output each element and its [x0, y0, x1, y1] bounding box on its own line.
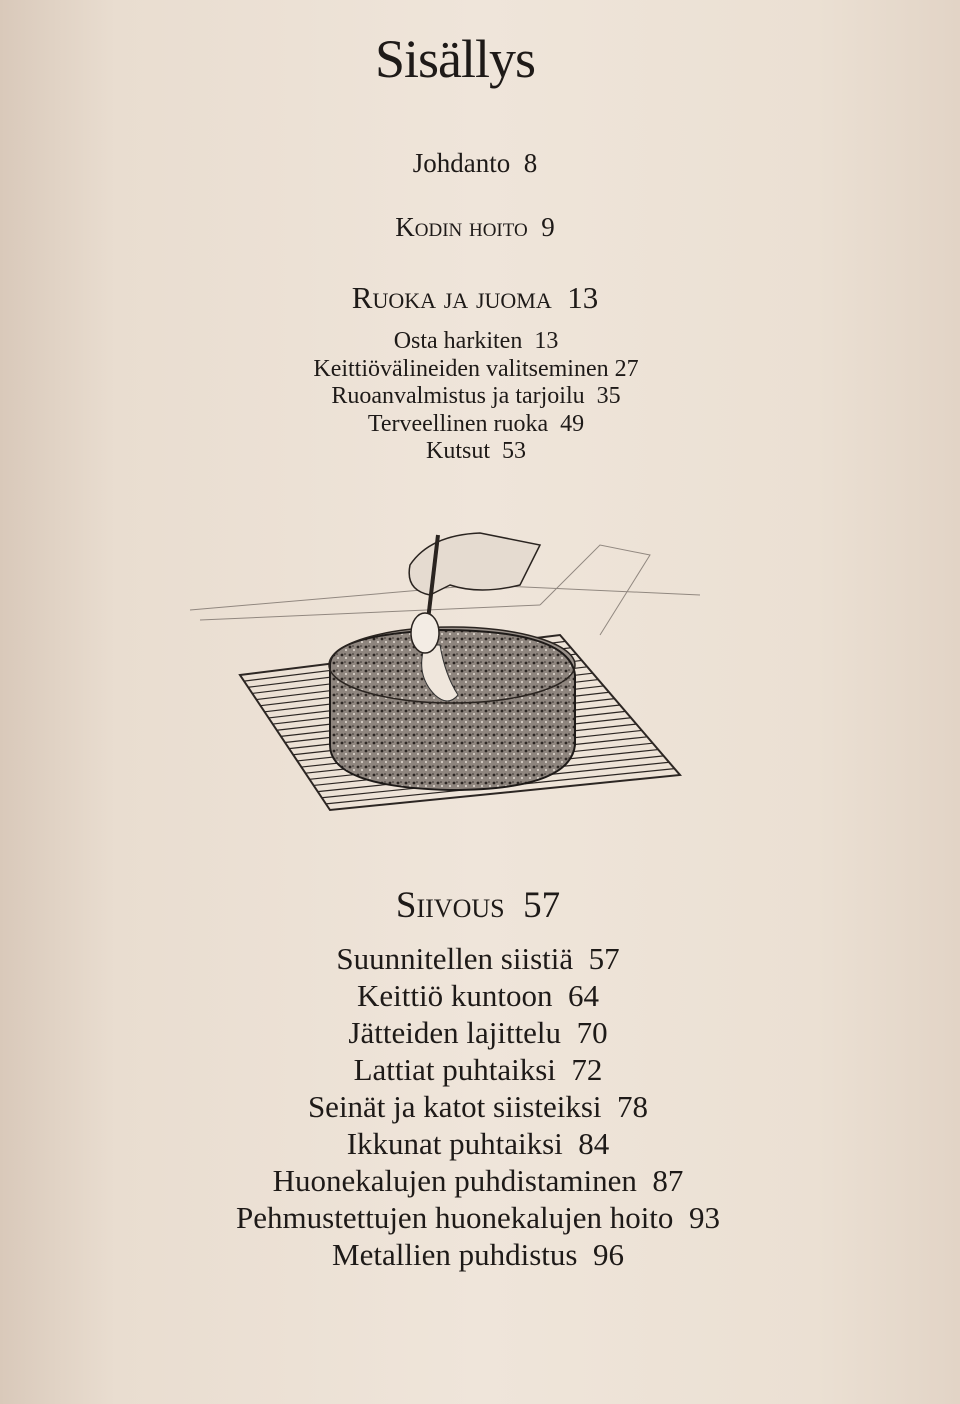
- entry-label: Suunnitellen siistiä: [336, 941, 574, 976]
- entry-label: Terveellinen ruoka: [367, 410, 549, 437]
- toc-entry: [0, 1199, 958, 1236]
- entry-label: Ikkunat puhtaiksi: [346, 1126, 563, 1161]
- toc-entry: [0, 977, 958, 1014]
- entry-page: 93: [688, 1200, 720, 1235]
- toc-section-siivous: [0, 884, 958, 927]
- toc-entry: [0, 438, 956, 466]
- entry-label: Pehmustettujen huonekalujen hoito: [236, 1200, 674, 1235]
- entry-page: 64: [567, 978, 599, 1013]
- entry-label: Lattiat puhtaiksi: [353, 1052, 556, 1087]
- entry-label: Huonekalujen puhdistaminen: [272, 1163, 637, 1198]
- section-label: Siivous: [395, 885, 505, 926]
- toc-entry-intro: [0, 148, 955, 179]
- toc-entry: [0, 328, 956, 356]
- entry-page: 8: [523, 148, 538, 178]
- cake-glazing-illustration: [180, 525, 700, 825]
- entry-page: 53: [502, 438, 526, 464]
- entry-page: 78: [617, 1089, 649, 1124]
- section-page: 57: [523, 885, 561, 926]
- toc-entry: [0, 1236, 958, 1273]
- toc-subentries-ruoka: [0, 328, 956, 466]
- entry-label: Johdanto: [412, 148, 511, 178]
- entry-label: Jätteiden lajittelu: [348, 1015, 562, 1050]
- entry-page: 13: [534, 328, 559, 354]
- entry-page: 57: [588, 941, 620, 976]
- entry-label: Keittiövälineiden valitseminen: [313, 355, 609, 382]
- entry-page: 49: [560, 410, 585, 437]
- entry-page: 87: [652, 1163, 684, 1198]
- entry-page: 84: [578, 1126, 610, 1161]
- entry-page: 96: [592, 1237, 624, 1272]
- entry-page: 27: [614, 355, 639, 382]
- toc-section-ruoka-ja-juoma: [0, 280, 955, 316]
- section-page: 13: [567, 280, 599, 315]
- entry-label: Metallien puhdistus: [332, 1237, 578, 1272]
- toc-entry: [0, 1125, 958, 1162]
- toc-entry: [0, 1014, 958, 1051]
- section-page: 9: [541, 212, 555, 242]
- section-label: Kodin hoito: [395, 212, 528, 242]
- entry-page: 70: [576, 1015, 608, 1050]
- section-label: Ruoka ja juoma: [351, 280, 552, 315]
- entry-page: 72: [571, 1052, 603, 1087]
- entry-label: Ruoanvalmistus ja tarjoilu: [331, 383, 585, 409]
- toc-subentries-siivous: [0, 940, 958, 1273]
- cake: [329, 627, 575, 790]
- toc-entry: [0, 383, 956, 411]
- entry-label: Seinät ja katot siisteiksi: [307, 1089, 602, 1124]
- entry-label: Osta harkiten: [393, 328, 523, 354]
- toc-entry: [0, 411, 956, 439]
- entry-label: Kutsut: [425, 438, 490, 464]
- toc-section-kodin-hoito: [0, 212, 955, 243]
- page-title: Sisällys: [374, 29, 536, 89]
- entry-label: Keittiö kuntoon: [357, 978, 553, 1013]
- toc-entry: [0, 1051, 958, 1088]
- toc-entry: [0, 1162, 958, 1199]
- toc-entry: [0, 1088, 958, 1125]
- entry-page: 35: [596, 383, 621, 409]
- toc-entry: [0, 940, 958, 977]
- toc-entry: [0, 356, 956, 384]
